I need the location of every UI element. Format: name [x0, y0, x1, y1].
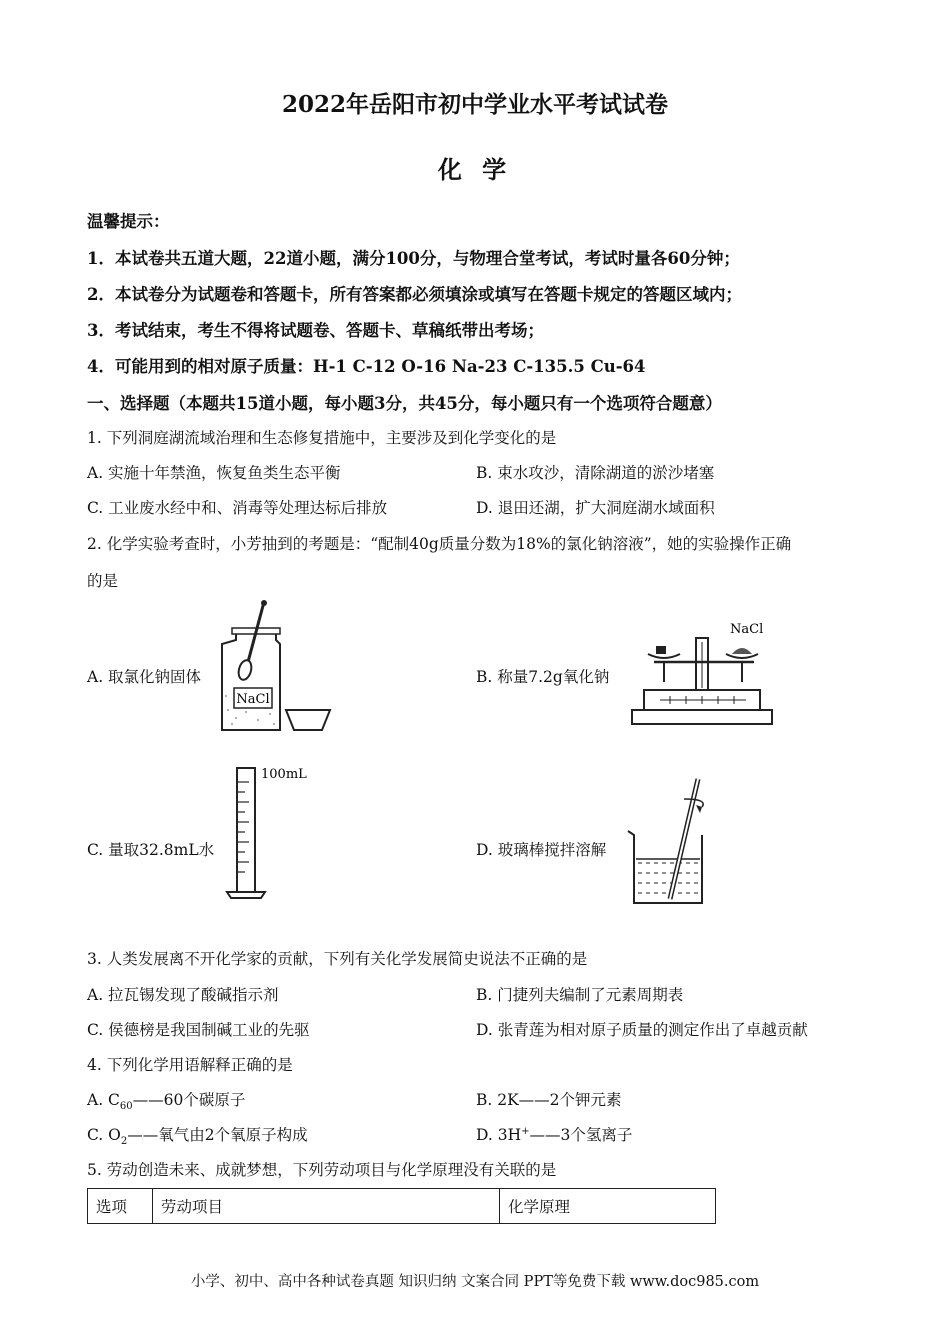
q4-option-c: C. $O_2——$氧气由2个氧原子构成 [87, 1126, 308, 1148]
section-heading: 一、选择题（本题共15道小题，每小题3分，共45分，每小题只有一个选项符合题意） [87, 394, 722, 413]
q3-option-c: C. 侯德榜是我国制碱工业的先驱 [87, 1021, 310, 1039]
q4-option-d: D. 3H+——3个氢离子 [476, 1125, 633, 1144]
q3-option-d: D. 张青莲为相对原子质量的测定作出了卓越贡献 [476, 1021, 808, 1039]
bottle-label: NaCl [236, 692, 270, 707]
q4-option-b: B. 2K——2个钾元素 [476, 1091, 622, 1109]
tip-item-4: 4．可能用到的相对原子质量：H-1 C-12 O-16 Na-23 C-135.5 Cu-64 [87, 357, 646, 376]
beaker-stirring-figure [622, 775, 722, 907]
q2-stem-line1: 2. 化学实验考查时，小芳抽到的考题是：“配制40g质量分数为18%的氯化钠溶液”，她的实验操作正确 [87, 535, 792, 553]
cylinder-label: 100mL [261, 767, 307, 782]
q1-option-d: D. 退田还湖，扩大洞庭湖水域面积 [476, 499, 715, 517]
q1-option-c: C. 工业废水经中和、消毒等处理达标后排放 [87, 499, 388, 517]
table-header-principle: 化学原理 [500, 1189, 716, 1224]
q4-option-a: A. $C_{60}——60$个碳原子 [87, 1091, 246, 1113]
q2-option-c: C. 量取32.8mL水 [87, 841, 215, 859]
q1-stem: 1. 下列洞庭湖流域治理和生态修复措施中，主要涉及到化学变化的是 [87, 429, 557, 447]
page-title: 2022年岳阳市初中学业水平考试试卷 [281, 91, 668, 118]
tip-item-3: 3．考试结束，考生不得将试题卷、答题卡、草稿纸带出考场； [87, 321, 544, 340]
subject-title: 化 学 [437, 155, 513, 184]
q5-table [87, 1188, 716, 1224]
q5-stem: 5. 劳动创造未来、成就梦想，下列劳动项目与化学原理没有关联的是 [87, 1161, 557, 1179]
tip-item-2: 2．本试卷分为试题卷和答题卡，所有答案都必须填涂或填写在答题卡规定的答题区域内； [87, 285, 742, 304]
graduated-cylinder-figure [225, 762, 315, 902]
tip-item-1: 1．本试卷共五道大题，22道小题，满分100分，与物理合堂考试，考试时量各60分钟； [87, 249, 740, 268]
q3-option-a: A. 拉瓦锡发现了酸碱指示剂 [87, 986, 279, 1004]
q1-option-b: B. 束水攻沙，清除湖道的淤沙堵塞 [476, 464, 715, 482]
q3-option-b: B. 门捷列夫编制了元素周期表 [476, 986, 684, 1004]
q2-option-d: D. 玻璃棒搅拌溶解 [476, 841, 607, 859]
table-header-option: 选项 [88, 1189, 153, 1224]
tips-heading: 温馨提示： [87, 212, 170, 231]
q1-option-a: A. 实施十年禁渔，恢复鱼类生态平衡 [87, 464, 341, 482]
reagent-bottle-figure [218, 600, 338, 735]
q2-option-a: A. 取氯化钠固体 [87, 668, 202, 686]
balance-label: NaCl [730, 622, 764, 637]
footer-text: 小学、初中、高中各种试卷真题 知识归纳 文案合同 PPT等免费下载 www.doc985.com [190, 1274, 760, 1290]
q4-stem: 4. 下列化学用语解释正确的是 [87, 1056, 293, 1074]
q2-option-b: B. 称量7.2g氧化钠 [476, 668, 610, 686]
q2-stem-line2: 的是 [87, 572, 119, 590]
table-header-project: 劳动项目 [153, 1189, 500, 1224]
q3-stem: 3. 人类发展离不开化学家的贡献，下列有关化学发展简史说法不正确的是 [87, 950, 588, 968]
balance-figure [630, 618, 775, 728]
table-row [88, 1189, 716, 1224]
